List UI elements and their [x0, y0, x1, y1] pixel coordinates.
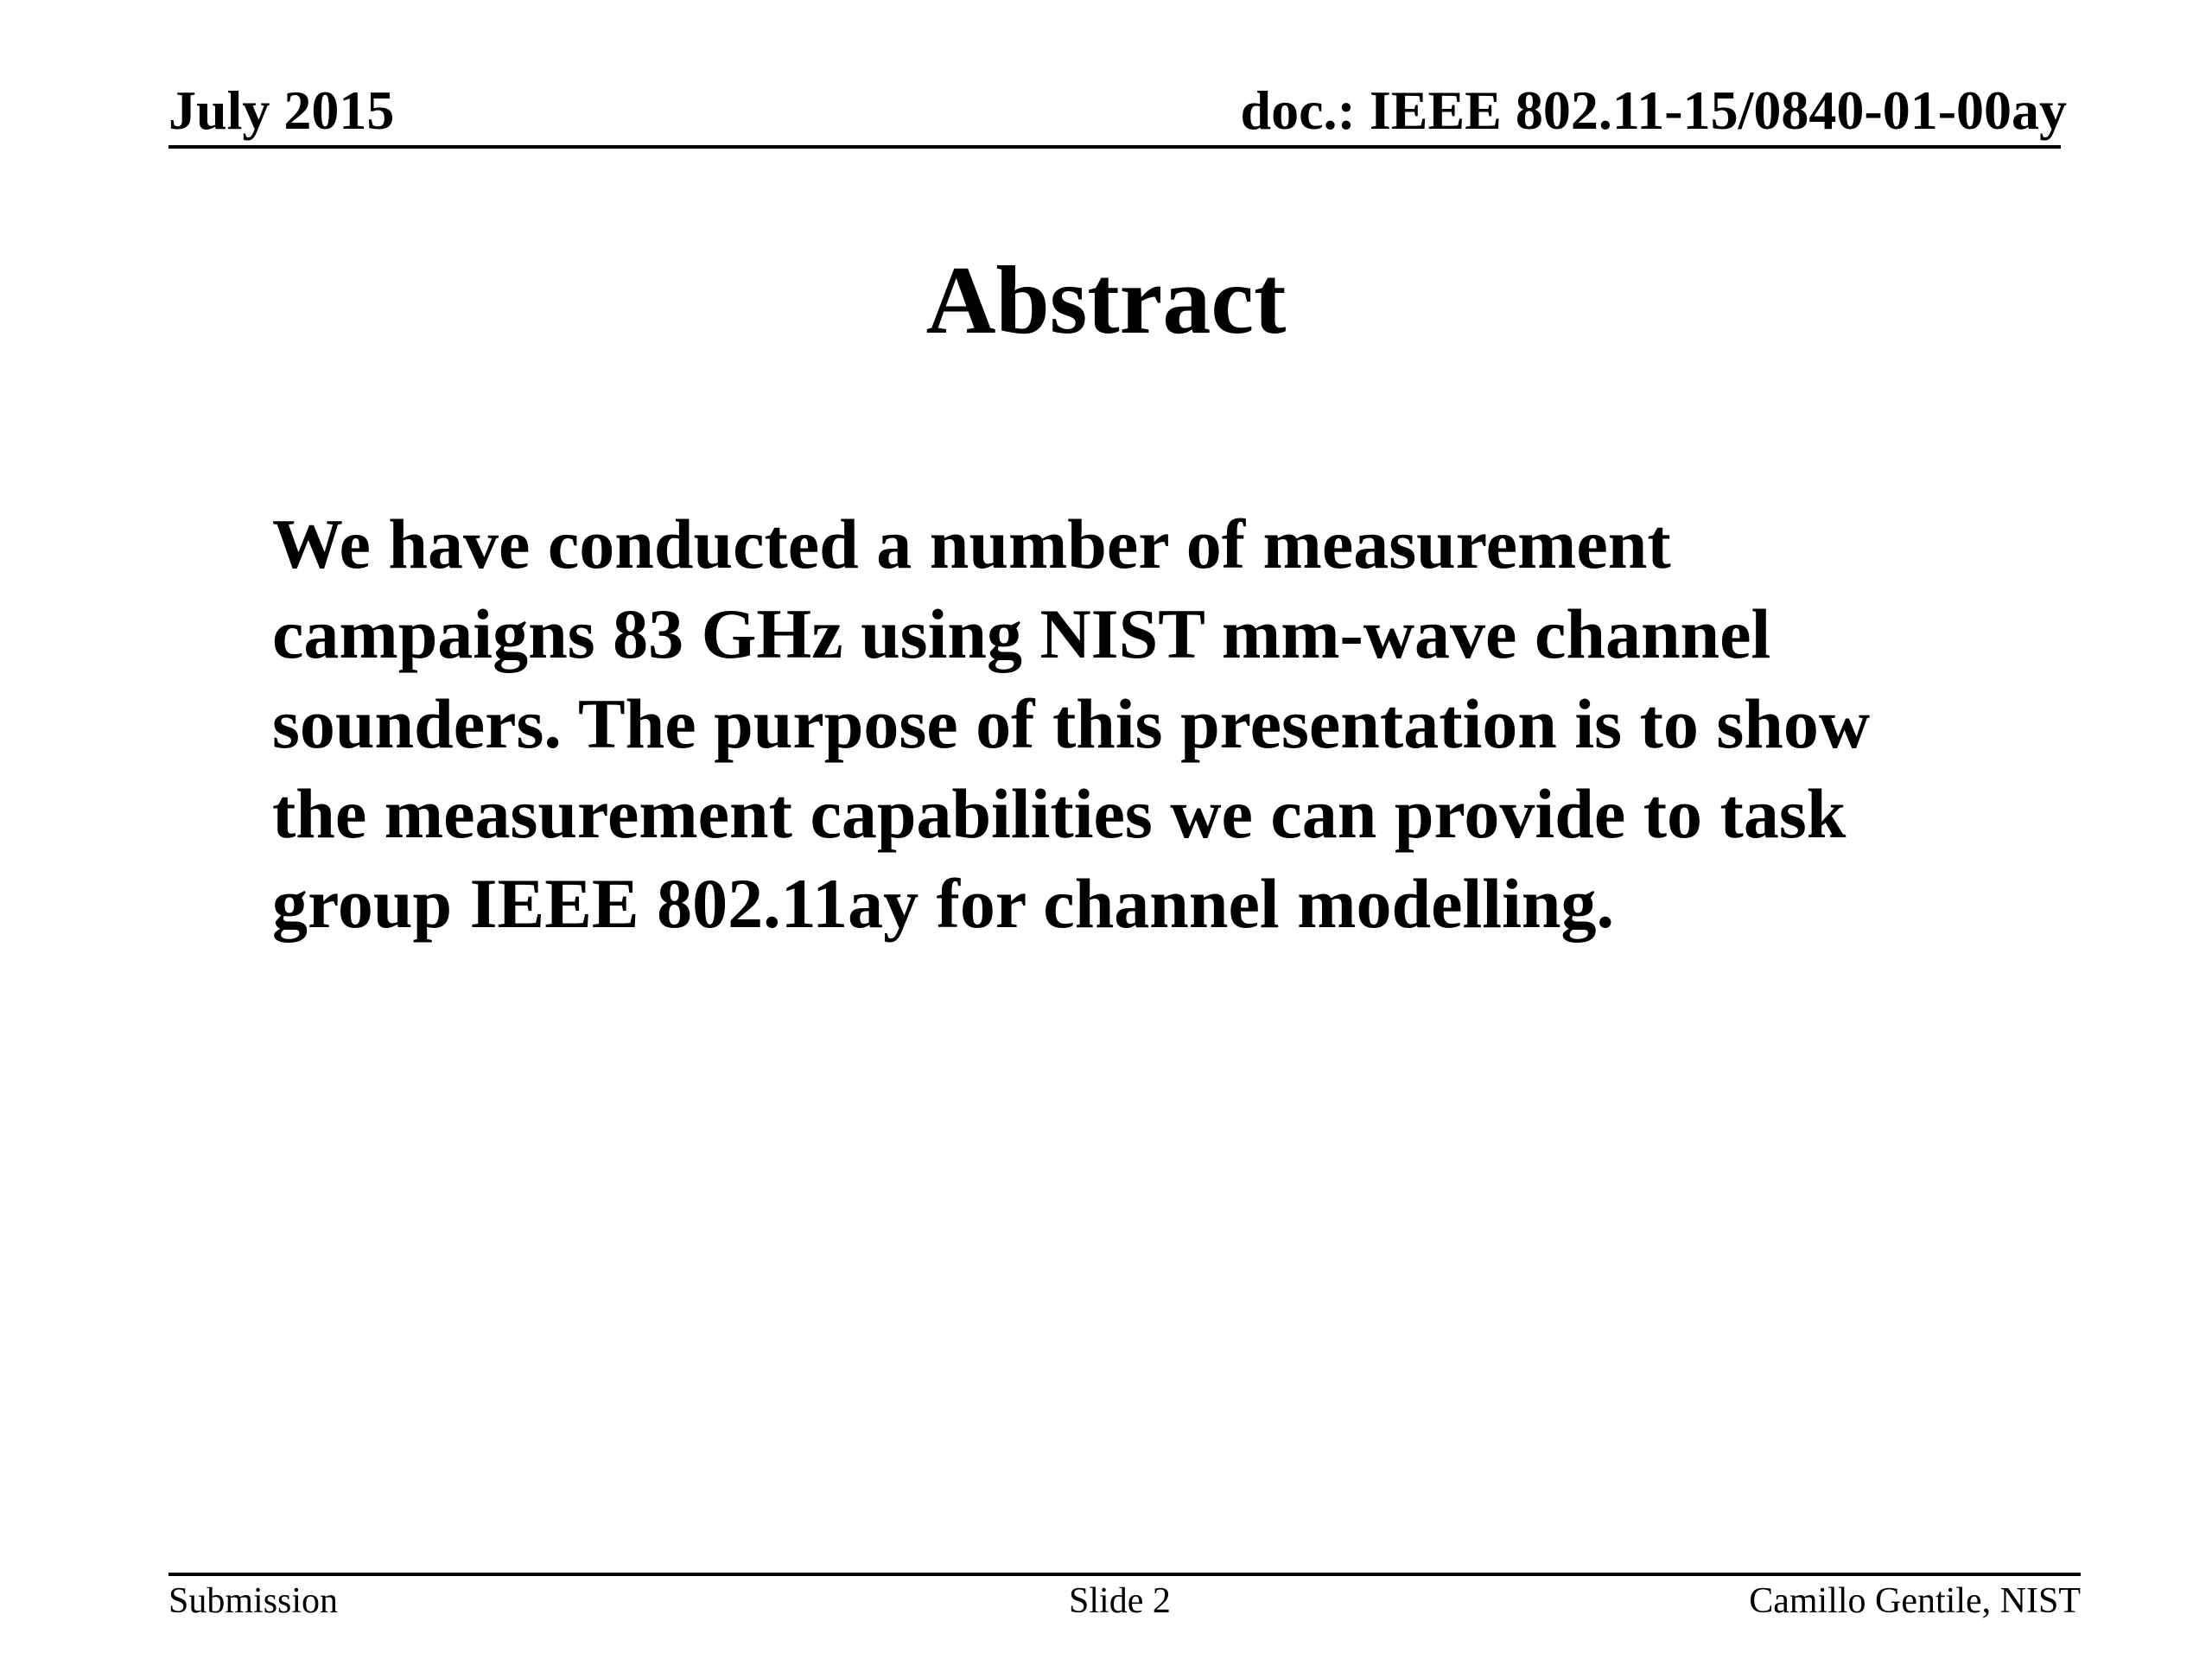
abstract-line: sounders. The purpose of this presentation is to show: [272, 684, 1871, 763]
footer-slide-number: Slide 2: [1069, 1581, 1171, 1621]
header-divider: [168, 145, 2061, 149]
footer-submission: Submission: [168, 1581, 339, 1621]
header-doc-id: doc.: IEEE 802.11-15/0840-01-00ay: [1240, 79, 2067, 141]
header-date: July 2015: [168, 79, 395, 141]
abstract-body: [272, 499, 2052, 949]
footer-author: Camillo Gentile, NIST: [1749, 1581, 2081, 1621]
slide-title: Abstract: [925, 247, 1287, 354]
abstract-line: campaigns 83 GHz using NIST mm-wave channel: [272, 594, 1771, 673]
abstract-line: the measurement capabilities we can provide to task: [272, 774, 1847, 853]
footer-divider: [168, 1573, 2081, 1576]
abstract-line: We have conducted a number of measurement: [272, 505, 1671, 583]
abstract-line: group IEEE 802.11ay for channel modelling.: [272, 864, 1614, 943]
